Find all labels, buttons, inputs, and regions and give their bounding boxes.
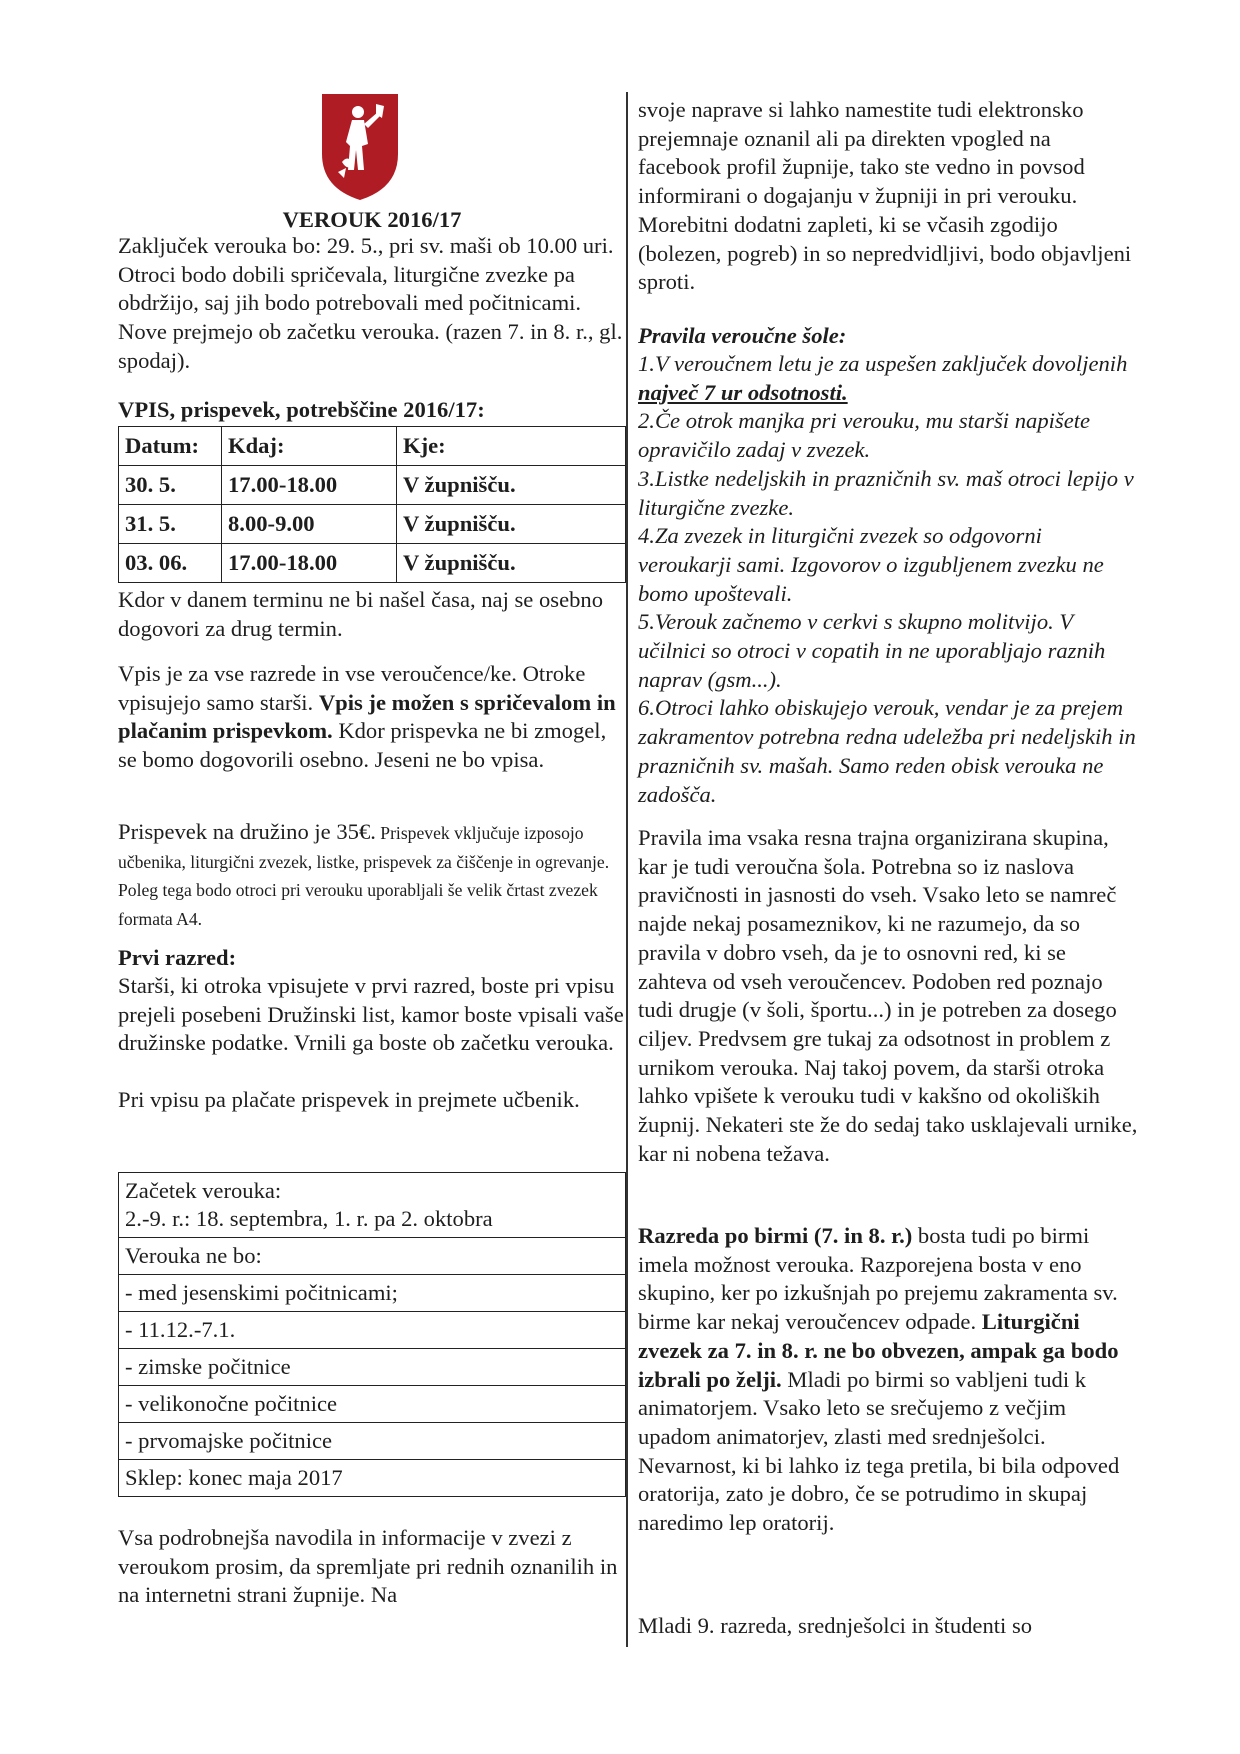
prvi-razred-text: Starši, ki otroka vpisujete v prvi razred, boste pri vpisu prejeli posebeni Družinski list, kamor boste vpisali vaše družinske podatke. Vrnili ga boste ob začetku verouka. <box>118 973 624 1056</box>
vpis-heading: VPIS, prispevek, potrebščine 2016/17: <box>118 397 485 422</box>
prispevek-details: Prispevek vključuje izposojo učbenika, liturgični zvezek, listke, prispevek za čiščenje in ogrevanje. Poleg tega bodo otroci pri verouku uporabljali še velik črtast zvezek formata A4. <box>118 823 610 930</box>
table-cell: - prvomajske počitnice <box>119 1423 626 1460</box>
table-cell: 8.00-9.00 <box>222 505 397 544</box>
table-cell: 30. 5. <box>119 466 222 505</box>
razreda-paragraph <box>638 1222 1138 1538</box>
parish-coat-of-arms-icon <box>320 92 400 202</box>
table-header: Kje: <box>397 427 626 466</box>
rules-explanation: Pravila ima vsaka resna trajna organizirana skupina, kar je tudi veroučna šola. Potrebna so iz naslova pravičnosti in jasnosti do vseh. Vsako leto se namreč najde nekaj posameznikov, ki ne razumejo, da so pravila v dobro vseh, da je to osnovni red, ki se zahteva od vseh veroučencev. Podoben red poznajo tudi drugje (v šoli, športu...) in je potreben za dosego ciljev. Predvsem gre tukaj za odsotnost in problem z urnikom verouka. Naj takoj povem, da starši otroka lahko vpišete k verouku tudi v kakšno od okoliških župnij. Nekateri ste že do sedaj tako usklajevali urnike, kar ni nobena težava. <box>638 825 1138 1166</box>
table-row <box>119 1173 626 1238</box>
closing-paragraph: Vsa podrobnejša navodila in informacije v zvezi z veroukom prosim, da spremljate pri rednih oznanilih in na internetni strani župnije. Na <box>118 1525 618 1608</box>
table-cell: - med jesenskimi počitnicami; <box>119 1275 626 1312</box>
table-row <box>119 505 626 544</box>
rule-item: 3.Listke nedeljskih in prazničnih sv. maš otroci lepijo v liturgične zvezke. <box>638 465 1134 520</box>
table-row <box>119 1312 626 1349</box>
razreda-bold: Razreda po birmi (7. in 8. r.) <box>638 1223 913 1248</box>
table-cell: 17.00-18.00 <box>222 544 397 583</box>
table-cell: Verouka ne bo: <box>119 1238 626 1275</box>
table-cell: - zimske počitnice <box>119 1349 626 1386</box>
vpis-text: Vpis je za vse razrede in vse veroučence/ke. Otroke vpisujejo samo starši. <box>118 661 586 715</box>
schedule-start-dates: 2.-9. r.: 18. septembra, 1. r. pa 2. oktobra <box>125 1206 493 1231</box>
table-row <box>119 544 626 583</box>
rule-item <box>638 350 1138 407</box>
table-cell: 03. 06. <box>119 544 222 583</box>
rules-heading: Pravila veroučne šole: <box>638 323 847 348</box>
after-table-text: Kdor v danem terminu ne bi našel časa, naj se osebno dogovori za drug termin. <box>118 587 603 641</box>
vpis-paragraph <box>118 660 626 775</box>
table-row <box>119 1460 626 1497</box>
registration-table <box>118 426 626 583</box>
prvi-razred-heading: Prvi razred: <box>118 945 237 970</box>
prispevek-amount: Prispevek na družino je 35€. <box>118 819 376 844</box>
table-cell: 17.00-18.00 <box>222 466 397 505</box>
table-row <box>119 1238 626 1275</box>
table-cell: V župnišču. <box>397 544 626 583</box>
table-header: Kdaj: <box>222 427 397 466</box>
prispevek-paragraph <box>118 818 626 933</box>
vpis-end-text: Kdor prispevka ne bi zmogel, se bomo dogovorili osebno. Jeseni ne bo vpisa. <box>118 718 607 773</box>
table-cell <box>119 1173 626 1238</box>
continued-paragraph: svoje naprave si lahko namestite tudi elektronsko prejemnaje oznanil ali pa direkten vpogled na facebook profil župnije, tako ste vedno in povsod informirani o dogajanju v župniji in pri verouku. Morebitni dodatni zapleti, ki se včasih zgodijo (bolezen, pogreb) in so nepredvidljivi, bodo objavljeni sproti. <box>638 97 1132 295</box>
table-row <box>119 1349 626 1386</box>
rule-item: 6.Otroci lahko obiskujejo verouk, vendar je za prejem zakramentov potrebna redna udeležba pri nedeljskih in prazničnih sv. mašah. Samo reden obisk verouka ne zadošča. <box>638 695 1136 807</box>
table-header-row <box>119 427 626 466</box>
vpis-bold-text: Vpis je možen s spričevalom in plačanim prispevkom. <box>118 689 616 744</box>
table-cell: - 11.12.-7.1. <box>119 1312 626 1349</box>
rule-emphasis: največ 7 ur odsotnosti. <box>638 379 848 405</box>
table-cell: 31. 5. <box>119 505 222 544</box>
table-row <box>119 1386 626 1423</box>
table-row <box>119 466 626 505</box>
schedule-start-label: Začetek verouka: <box>125 1178 282 1203</box>
column-divider <box>626 92 628 1647</box>
document-title: VEROUK 2016/17 <box>282 207 462 232</box>
rule-text: 1.V veroučnem letu je za uspešen zaključek dovoljenih <box>638 351 1128 376</box>
schedule-table <box>118 1172 626 1497</box>
rule-item: 4.Za zvezek in liturgični zvezek so odgovorni veroukarji sami. Izgovorov o izgubljenem zvezku ne bomo upoštevali. <box>638 523 1104 606</box>
table-header: Datum: <box>119 427 222 466</box>
table-cell: Sklep: konec maja 2017 <box>119 1460 626 1497</box>
table-cell: V župnišču. <box>397 466 626 505</box>
razreda-text: bosta tudi po birmi imela možnost verouka. Razporejena bosta v eno skupino, ker po izkušnjah po prejemu zakramenta sv. birme kar nekaj veroučencev odpade. <box>638 1223 1118 1335</box>
rule-item: 5.Verouk začnemo v cerkvi s skupno molitvijo. V učilnici so otroci v copatih in ne uporabljajo raznih naprav (gsm...). <box>638 609 1106 692</box>
last-line: Mladi 9. razreda, srednješolci in študenti so <box>638 1613 1033 1638</box>
table-row <box>119 1423 626 1460</box>
razreda-end: Mladi po birmi so vabljeni tudi k animatorjem. Vsako leto se srečujemo z večjim upadom animatorjev, zlasti med srednješolci. Nevarnost, ki bi lahko iz tega pretila, bi bila odpoved oratorija, zato je dobro, če se potrudimo in skupaj naredimo lep oratorij. <box>638 1366 1120 1536</box>
rules-list <box>638 350 1138 809</box>
intro-paragraph: Zaključek verouka bo: 29. 5., pri sv. maši ob 10.00 uri. Otroci bodo dobili spričevala, liturgične zvezke pa obdržijo, saj jih bodo potrebovali med počitnicami. Nove prejmejo ob začetku verouka. (razen 7. in 8. r., gl. spodaj). <box>118 233 623 373</box>
rule-item: 2.Če otrok manjka pri verouku, mu starši napišete opravičilo zadaj v zvezek. <box>638 408 1091 463</box>
table-row <box>119 1275 626 1312</box>
table-cell: - velikonočne počitnice <box>119 1386 626 1423</box>
prvi-razred-text-2: Pri vpisu pa plačate prispevek in prejmete učbenik. <box>118 1087 580 1112</box>
razreda-bold-2: Liturgični zvezek za 7. in 8. r. ne bo obvezen, ampak ga bodo izbrali po želji. <box>638 1309 1119 1392</box>
table-cell: V župnišču. <box>397 505 626 544</box>
